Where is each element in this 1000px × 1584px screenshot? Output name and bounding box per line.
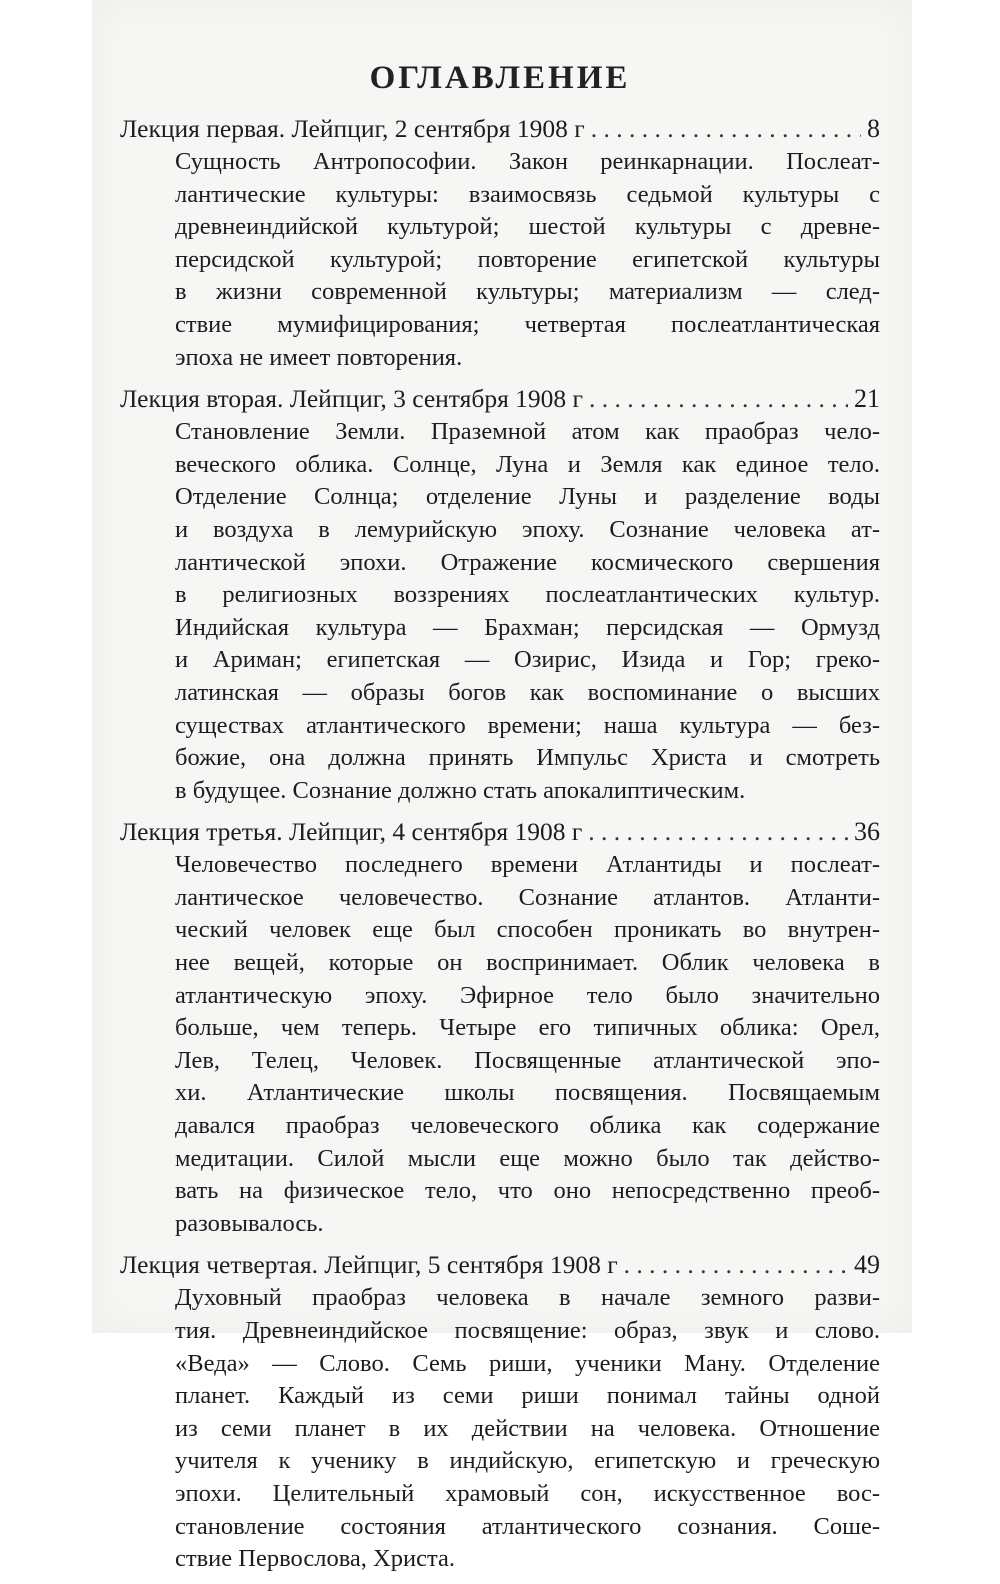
description-line: учителя к ученику в индийскую, египетскую и греческую — [175, 1447, 880, 1475]
description-line: атлантическую эпоху. Эфирное тело было значительно — [175, 981, 880, 1009]
toc-entry-description — [175, 146, 880, 374]
toc-entry-description — [175, 416, 880, 807]
description-line: нее вещей, которые он воспринимает. Облик человека в — [175, 949, 880, 977]
description-line: планет. Каждый из семи риши понимал тайны одной — [175, 1382, 880, 1410]
toc-entry-2 — [120, 382, 880, 807]
description-line: ствие мумифицирования; четвертая послеатлантическая — [175, 310, 880, 338]
toc-entry-label: Лекция четвертая. Лейпциг, 5 сентября 1908 г — [120, 1250, 618, 1280]
dot-leader — [591, 112, 861, 146]
toc-entry-label: Лекция третья. Лейпциг, 4 сентября 1908 г — [120, 817, 583, 847]
dot-leader — [589, 382, 848, 416]
toc-entry-page: 36 — [854, 817, 880, 847]
description-line: персидской культурой; повторение египетской культуры — [175, 245, 880, 273]
description-line: эпоха не имеет повторения. — [175, 343, 463, 371]
description-line: божие, она должна принять Импульс Христа и смотреть — [175, 744, 880, 772]
dot-leader — [624, 1248, 848, 1282]
toc-entry-1 — [120, 112, 880, 374]
description-line: и воздуха в лемурийскую эпоху. Сознание человека ат- — [175, 515, 880, 543]
description-line: в религиозных воззрениях послеатлантических культур. — [175, 581, 880, 609]
description-line: и Ариман; египетская — Озирис, Изида и Гор; греко- — [175, 646, 880, 674]
toc-entry-description — [175, 849, 880, 1240]
table-of-contents — [120, 112, 880, 1584]
toc-entry-4 — [120, 1248, 880, 1575]
toc-entry-page: 8 — [867, 114, 880, 143]
description-line: тия. Древнеиндийское посвящение: образ, звук и слово. — [175, 1317, 880, 1344]
description-line: больше, чем теперь. Четыре его типичных облика: Орел, — [175, 1014, 880, 1042]
description-line: становление состояния атлантического сознания. Соше- — [175, 1512, 880, 1540]
description-line: лантическое человечество. Сознание атлантов. Атланти- — [175, 883, 880, 911]
description-line: Отделение Солнца; отделение Луны и разделение воды — [175, 483, 880, 511]
toc-entry-heading — [120, 382, 880, 416]
toc-entry-heading — [120, 815, 880, 849]
description-line: давался праобраз человеческого облика как содержание — [175, 1112, 880, 1140]
toc-entry-heading — [120, 112, 880, 146]
description-line: из семи планет в их действии на человека. Отношение — [175, 1414, 880, 1442]
description-line: в жизни современной культуры; материализм — след- — [175, 278, 880, 306]
description-line: вать на физическое тело, что оно непосредственно преоб- — [175, 1177, 880, 1205]
toc-entry-label: Лекция первая. Лейпциг, 2 сентября 1908 г — [120, 114, 585, 143]
description-line: веческого облика. Солнце, Луна и Земля как единое тело. — [175, 450, 880, 478]
description-line: Человечество последнего времени Атлантиды и послеат- — [175, 851, 880, 879]
description-line: Духовный праобраз человека в начале земного разви- — [175, 1284, 880, 1312]
description-line: лантические культуры: взаимосвязь седьмой культуры с — [175, 180, 880, 208]
description-line: латинская — образы богов как воспоминание о высших — [175, 678, 880, 706]
description-line: существах атлантического времени; наша культура — без- — [175, 711, 880, 739]
description-line: в будущее. Сознание должно стать апокалиптическим. — [175, 776, 746, 804]
description-line: лантической эпохи. Отражение космического свершения — [175, 548, 880, 576]
toc-entry-description — [175, 1282, 880, 1575]
description-line: Становление Земли. Праземной атом как праобраз чело- — [175, 418, 880, 446]
toc-entry-3 — [120, 815, 880, 1240]
toc-entry-page: 49 — [854, 1250, 880, 1280]
description-line: Лев, Телец, Человек. Посвященные атлантической эпо- — [175, 1046, 880, 1074]
dot-leader — [588, 815, 848, 849]
description-line: Индийская культура — Брахман; персидская — Ормузд — [175, 613, 880, 641]
toc-entry-heading — [120, 1248, 880, 1282]
toc-entry-page: 21 — [854, 384, 880, 414]
description-line: ческий человек еще был способен проникать во внутрен- — [175, 916, 880, 944]
description-line: хи. Атлантические школы посвящения. Посвящаемым — [175, 1079, 880, 1107]
description-line: древнеиндийской культурой; шестой культуры с древне- — [175, 213, 880, 241]
description-line: Сущность Антропософии. Закон реинкарнации. Послеат- — [175, 148, 880, 175]
description-line: эпохи. Целительный храмовый сон, искусственное вос- — [175, 1479, 880, 1507]
description-line: разовывалось. — [175, 1209, 324, 1237]
description-line: «Веда» — Слово. Семь риши, ученики Ману. Отделение — [175, 1349, 880, 1377]
description-line: медитации. Силой мысли еще можно было так действо- — [175, 1144, 880, 1172]
page-title: ОГЛАВЛЕНИЕ — [369, 60, 631, 97]
description-line: ствие Первослова, Христа. — [175, 1545, 455, 1573]
toc-entry-label: Лекция вторая. Лейпциг, 3 сентября 1908 г — [120, 384, 584, 414]
